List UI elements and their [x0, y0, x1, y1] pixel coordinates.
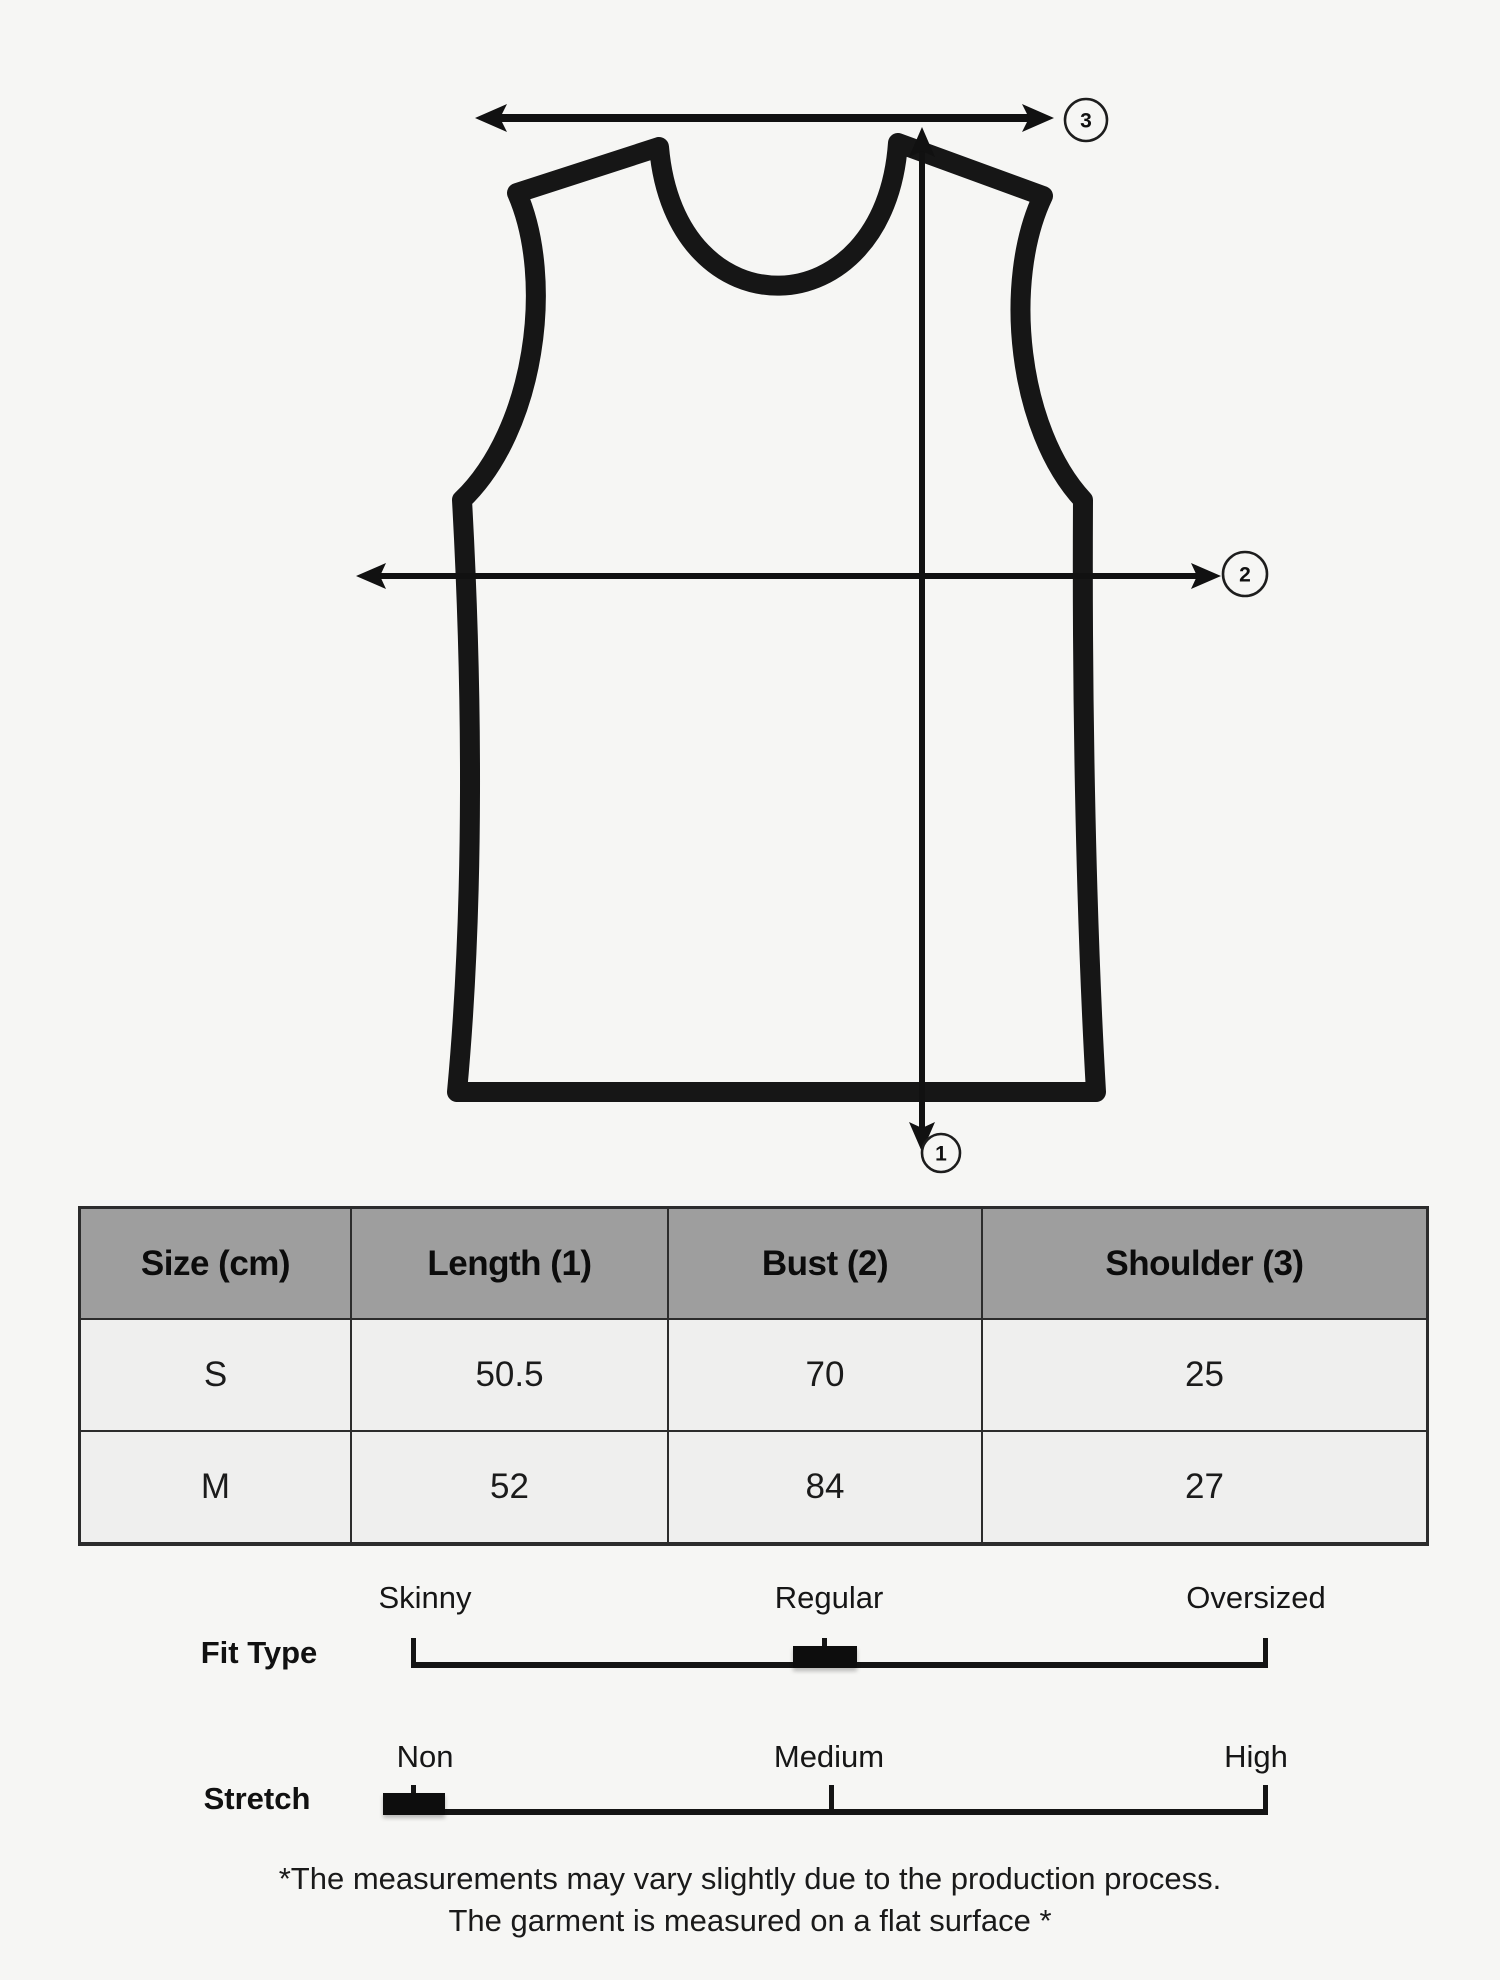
stretch-scale-marker-non [383, 1793, 445, 1815]
fit-option-skinny: Skinny [378, 1580, 472, 1615]
size-table-header-shoulder: Shoulder (3) [983, 1209, 1426, 1318]
callout-length-number: 1 [935, 1142, 947, 1166]
callout-bust-number: 2 [1239, 563, 1251, 587]
table-row-m-bust: 84 [669, 1432, 981, 1542]
fit-scale-marker-regular [793, 1646, 857, 1668]
shoulder-measure-arrow [475, 104, 1054, 132]
table-row-s-length: 50.5 [352, 1320, 667, 1430]
stretch-scale-track [414, 1809, 1268, 1815]
table-row-m-length: 52 [352, 1432, 667, 1542]
stretch-title: Stretch [203, 1781, 311, 1816]
size-table-header-length: Length (1) [352, 1209, 667, 1318]
size-table-header-bust: Bust (2) [669, 1209, 981, 1318]
table-row-s-shoulder: 25 [983, 1320, 1426, 1430]
size-table-header-size: Size (cm) [81, 1209, 350, 1318]
stretch-option-non: Non [396, 1739, 454, 1774]
callout-bust [1223, 552, 1267, 596]
measurement-footnote [0, 1858, 1500, 1942]
size-table [78, 1206, 1429, 1546]
table-row-s-bust: 70 [669, 1320, 981, 1430]
stretch-option-high: High [1224, 1739, 1288, 1774]
fit-type-title: Fit Type [200, 1635, 318, 1670]
footnote-line-2: The garment is measured on a flat surface * [448, 1903, 1052, 1938]
stretch-option-medium: Medium [773, 1739, 885, 1774]
callout-shoulder-number: 3 [1080, 109, 1092, 133]
table-row-m-size: M [81, 1432, 350, 1542]
footnote-line-1: *The measurements may vary slightly due to the production process. [278, 1861, 1222, 1896]
fit-option-oversized: Oversized [1186, 1580, 1326, 1615]
tank-top-outline [457, 143, 1096, 1092]
fit-option-regular: Regular [774, 1580, 884, 1615]
table-row-s-size: S [81, 1320, 350, 1430]
callout-shoulder [1065, 99, 1107, 141]
table-row-m-shoulder: 27 [983, 1432, 1426, 1542]
length-measure-arrow [909, 127, 935, 1152]
callout-length [922, 1134, 960, 1172]
